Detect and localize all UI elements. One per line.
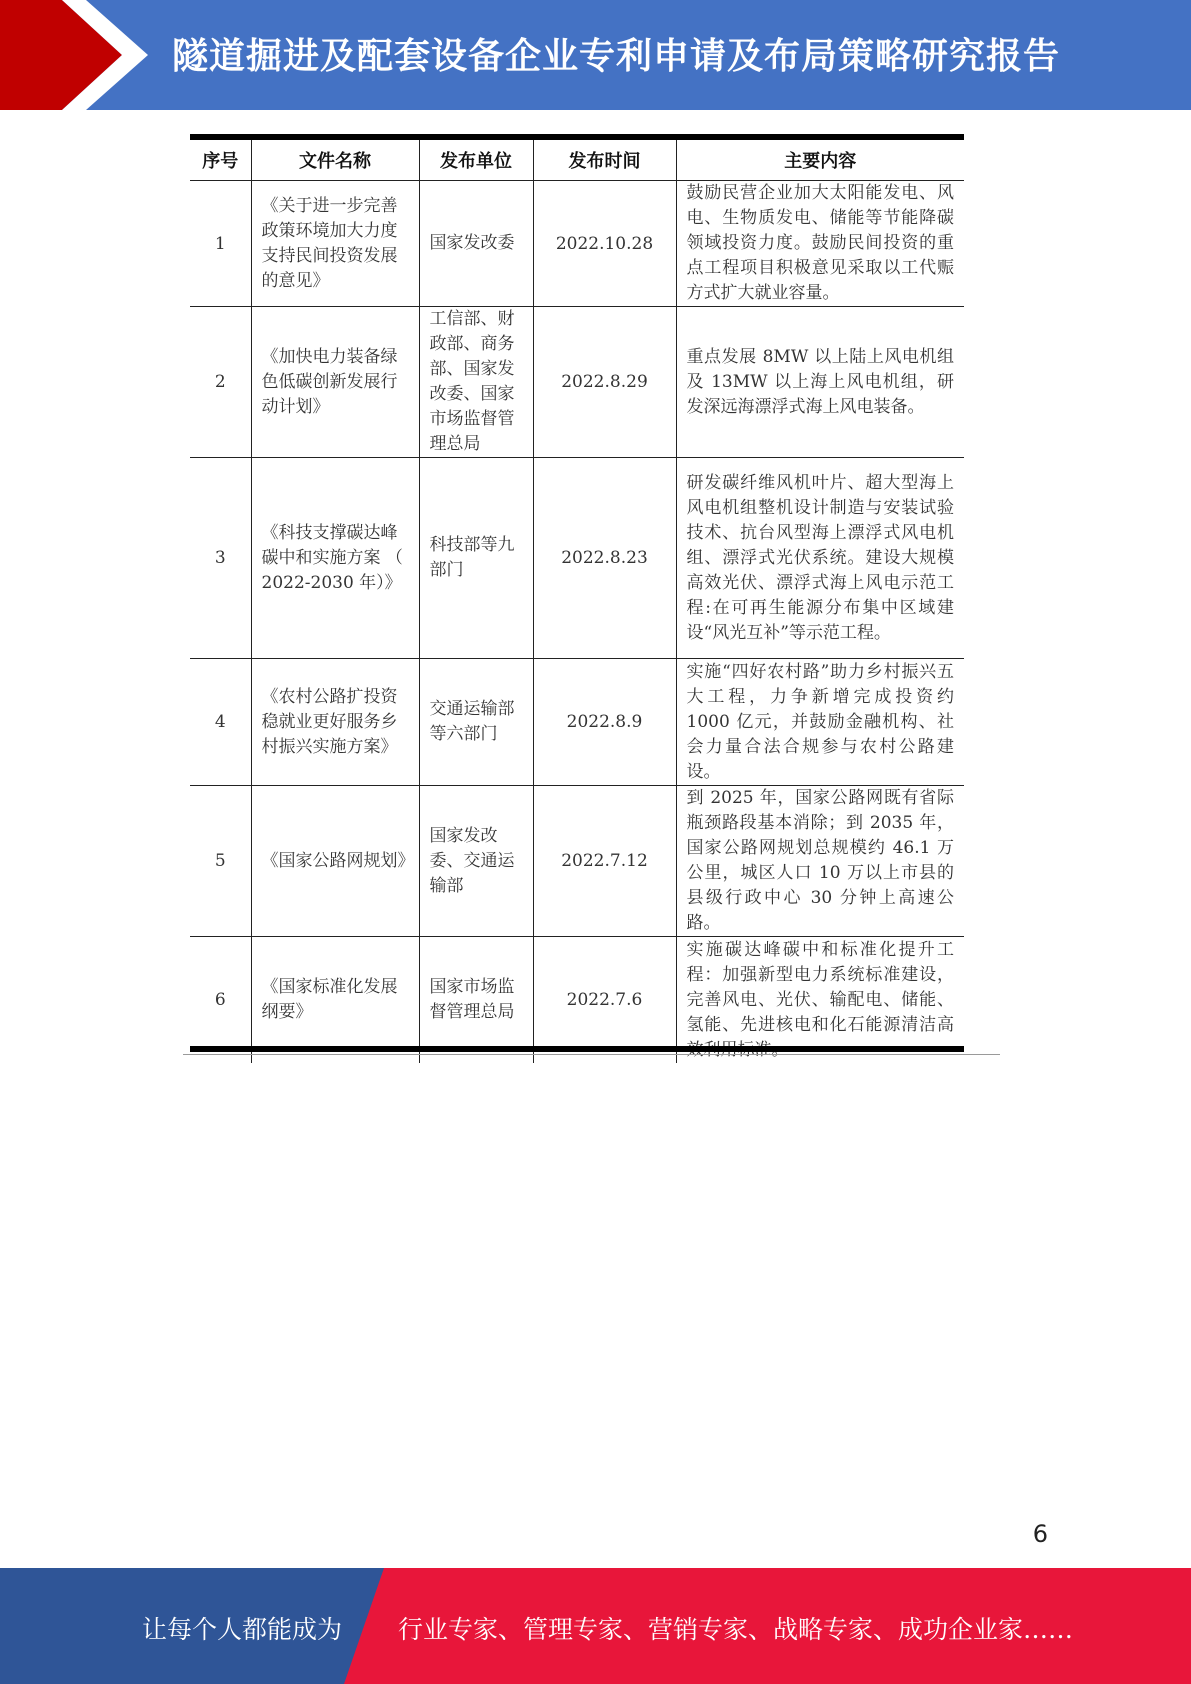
- row-number: 6: [190, 937, 251, 1064]
- header-banner: [0, 0, 1191, 110]
- row-number: 5: [190, 786, 251, 937]
- footer-banner: [0, 1568, 1191, 1684]
- issuing-unit: 国家发改委、交通运输部: [419, 786, 533, 937]
- issue-date: 2022.10.28: [533, 181, 676, 307]
- issue-date: 2022.8.23: [533, 458, 676, 659]
- column-header-name: 文件名称: [251, 140, 419, 181]
- table-row: [190, 659, 964, 786]
- main-content: 研发碳纤维风机叶片、超大型海上风电机组整机设计制造与安装试验技术、抗台风型海上漂浮式风电机组、漂浮式光伏系统。建设大规模高效光伏、漂浮式海上风电示范工程:在可再生能源分布集中区域建设“风光互补”等示范工程。: [676, 458, 964, 659]
- issuing-unit: 国家市场监督管理总局: [419, 937, 533, 1064]
- main-content: 重点发展 8MW 以上陆上风电机组及 13MW 以上海上风电机组，研发深远海漂浮式海上风电装备。: [676, 307, 964, 458]
- row-number: 2: [190, 307, 251, 458]
- policy-table: [190, 140, 964, 1063]
- column-header-num: 序号: [190, 140, 251, 181]
- main-content: 实施“四好农村路”助力乡村振兴五大工程，力争新增完成投资约 1000 亿元，并鼓励金融机构、社会力量合法合规参与农村公路建设。: [676, 659, 964, 786]
- issuing-unit: 科技部等九部门: [419, 458, 533, 659]
- table-header-row: [190, 140, 964, 181]
- table-row: [190, 181, 964, 307]
- row-number: 4: [190, 659, 251, 786]
- issue-date: 2022.8.9: [533, 659, 676, 786]
- table-row: [190, 937, 964, 1064]
- column-header-org: 发布单位: [419, 140, 533, 181]
- document-name: 《国家公路网规划》: [251, 786, 419, 937]
- issuing-unit: 国家发改委: [419, 181, 533, 307]
- row-number: 3: [190, 458, 251, 659]
- issue-date: 2022.8.29: [533, 307, 676, 458]
- footer-slogan-left: 让每个人都能成为: [142, 1615, 343, 1644]
- column-header-date: 发布时间: [533, 140, 676, 181]
- main-content: 到 2025 年，国家公路网既有省际瓶颈路段基本消除；到 2035 年，国家公路网规划总规模约 46.1 万公里，城区人口 10 万以上市县的县级行政中心 30 分钟上高速公路。: [676, 786, 964, 937]
- table-bottom-rule: [190, 1046, 964, 1052]
- chevron-arrow-icon: [0, 0, 160, 110]
- main-content: 实施碳达峰碳中和标准化提升工程：加强新型电力系统标准建设，完善风电、光伏、输配电、储能、氢能、先进核电和化石能源清洁高: [676, 937, 964, 1064]
- divider-line: [183, 1054, 1000, 1055]
- row-number: 1: [190, 181, 251, 307]
- report-title: 隧道掘进及配套设备企业专利申请及布局策略研究报告: [172, 36, 1061, 77]
- table-row: [190, 307, 964, 458]
- page-number: 6: [1032, 1520, 1048, 1548]
- document-name: 《加快电力装备绿色低碳创新发展行动计划》: [251, 307, 419, 458]
- issuing-unit: 工信部、财政部、商务部、国家发改委、国家市场监督管理总局: [419, 307, 533, 458]
- issuing-unit: 交通运输部等六部门: [419, 659, 533, 786]
- issue-date: 2022.7.12: [533, 786, 676, 937]
- document-name: 《农村公路扩投资稳就业更好服务乡村振兴实施方案》: [251, 659, 419, 786]
- document-name: 《关于进一步完善政策环境加大力度支持民间投资发展的意见》: [251, 181, 419, 307]
- issue-date: 2022.7.6: [533, 937, 676, 1064]
- document-name: 《国家标准化发展纲要》: [251, 937, 419, 1064]
- table-row: [190, 786, 964, 937]
- document-name: 《科技支撑碳达峰碳中和实施方案 （ 2022-2030 年）》: [251, 458, 419, 659]
- table-row: [190, 458, 964, 659]
- main-content: 鼓励民营企业加大太阳能发电、风电、生物质发电、储能等节能降碳领域投资力度。鼓励民间投资的重点工程项目积极意见采取以工代赈方式扩大就业容量。: [676, 181, 964, 307]
- column-header-content: 主要内容: [676, 140, 964, 181]
- footer-slogan-right: 行业专家、管理专家、营销专家、战略专家、成功企业家……: [398, 1615, 1074, 1644]
